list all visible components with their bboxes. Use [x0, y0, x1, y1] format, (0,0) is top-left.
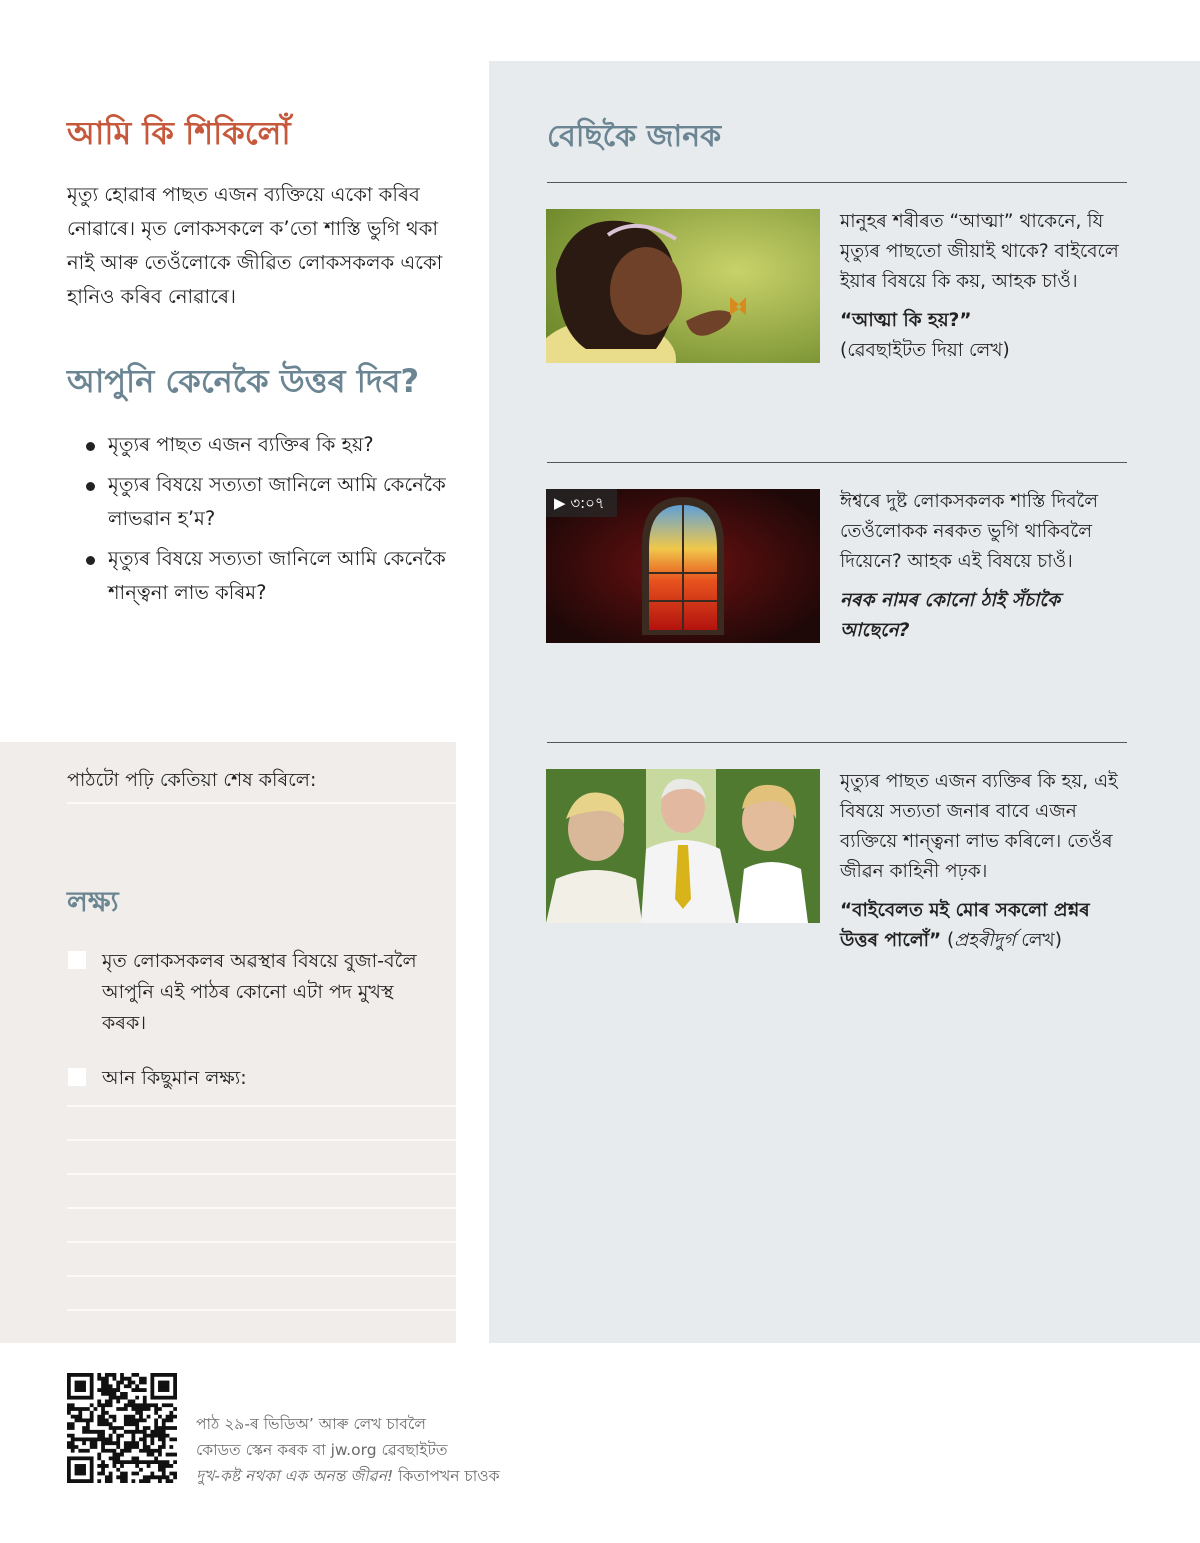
resource-item [840, 207, 1130, 366]
resource-title-line [840, 896, 1130, 956]
writing-line[interactable] [67, 1241, 456, 1243]
how-answer-heading: আপুনি কেনেকৈ উত্তৰ দিব? [67, 362, 420, 400]
writing-line[interactable] [67, 1207, 456, 1209]
footer-line-rest: কিতাপখন চাওক [393, 1467, 500, 1485]
book-title-link[interactable]: দুখ-কষ্ট নথকা এক অনন্ত জীৱন! [196, 1467, 394, 1485]
writing-line[interactable] [67, 802, 456, 804]
review-question: মৃত্যুৰ বিষয়ে সত্যতা জানিলে আমি কেনেকৈ লাভৱান হ’ম? [84, 468, 454, 536]
play-icon: ▶ [554, 494, 566, 512]
goals-heading: লক্ষ্য [67, 885, 119, 918]
writing-line[interactable] [67, 1275, 456, 1277]
resource-title-link[interactable]: “আত্মা কি হয়?” [840, 310, 972, 331]
goal-checkbox[interactable] [68, 951, 86, 969]
video-duration: ৩:০৭ [570, 494, 605, 512]
resource-item [840, 487, 1130, 646]
video-duration-badge [546, 489, 617, 517]
divider [547, 742, 1127, 743]
resource-source: (ৱেবছাইটত দিয়া লেখ) [840, 340, 1010, 361]
footer-note [196, 1411, 500, 1489]
goals-box [0, 742, 456, 1343]
learn-more-heading: বেছিকৈ জানক [547, 119, 722, 154]
resource-source-publication: প্ৰহৰীদুৰ্গ [954, 930, 1016, 951]
footer-line [196, 1463, 500, 1489]
resource-description: ঈশ্বৰে দুষ্ট লোকসকলক শাস্তি দিবলৈ তেওঁলোকক নৰকত ভুগি থাকিবলৈ দিয়েনে? আহক এই বিষয়ে চাওঁ। [840, 491, 1099, 572]
resource-title-link[interactable]: নৰক নামৰ কোনো ঠাই সঁচাকৈ আছেনে? [840, 590, 1061, 641]
goal-item: মৃত লোকসকলৰ অৱস্থাৰ বিষয়ে বুজা-বলৈ আপুনি এই পাঠৰ কোনো এটা পদ মুখস্থ কৰক। [102, 950, 417, 1034]
divider [547, 182, 1127, 183]
three-people-talking-photo-icon[interactable] [546, 769, 820, 923]
resource-description: মৃত্যুৰ পাছত এজন ব্যক্তিৰ কি হয়, এই বিষয়ে সত্যতা জনাৰ বাবে এজন ব্যক্তিয়ে শান্ত্বনা লাভ কৰিলে। তেওঁৰ জীৱন কাহিনী পঢ়ক। [840, 771, 1118, 882]
resource-source-close: লেখ) [1015, 930, 1062, 951]
finished-date-label: পাঠটো পঢ়ি কেতিয়া শেষ কৰিলে: [67, 769, 317, 791]
writing-line[interactable] [67, 1139, 456, 1141]
what-learned-heading: আমি কি শিকিলোঁ [67, 114, 291, 152]
goal-checkbox[interactable] [68, 1068, 86, 1086]
review-question: মৃত্যুৰ বিষয়ে সত্যতা জানিলে আমি কেনেকৈ শান্ত্বনা লাভ কৰিম? [84, 542, 454, 610]
divider [547, 462, 1127, 463]
footer-line: কোডত স্কেন কৰক বা jw.org ৱেবছাইটত [196, 1441, 448, 1459]
resource-source-open: ( [941, 930, 955, 951]
resource-item [840, 767, 1130, 956]
writing-line[interactable] [67, 1105, 456, 1107]
resource-title-link[interactable]: “বাইবেলত মই মোৰ সকলো প্ৰশ্নৰ উত্তৰ পালোঁ” [840, 900, 1090, 951]
qr-code-icon[interactable] [67, 1373, 177, 1483]
girl-with-butterfly-photo-icon[interactable] [546, 209, 820, 363]
review-question: মৃত্যুৰ পাছত এজন ব্যক্তিৰ কি হয়? [84, 428, 454, 462]
writing-line[interactable] [67, 1173, 456, 1175]
writing-line[interactable] [67, 1309, 456, 1311]
footer-line: পাঠ ২৯-ৰ ভিডিঅ’ আৰু লেখ চাবলৈ [196, 1415, 426, 1433]
what-learned-text: মৃত্যু হোৱাৰ পাছত এজন ব্যক্তিয়ে একো কৰিব নোৱাৰে। মৃত লোকসকলে ক’তো শাস্তি ভুগি থকা নাই আৰু তেওঁলোকে জীৱিত লোকসকলক একো হানিও কৰিব নোৱাৰে। [67, 183, 443, 308]
resource-description: মানুহৰ শৰীৰত “আত্মা” থাকেনে, যি মৃত্যুৰ পাছতো জীয়াই থাকে? বাইবেলে ইয়াৰ বিষয়ে কি কয়, আহক চাওঁ। [840, 211, 1119, 292]
goal-item: আন কিছুমান লক্ষ্য: [102, 1067, 247, 1089]
stained-glass-fire-video-thumbnail-icon[interactable] [546, 489, 820, 643]
review-questions-list [84, 428, 454, 616]
